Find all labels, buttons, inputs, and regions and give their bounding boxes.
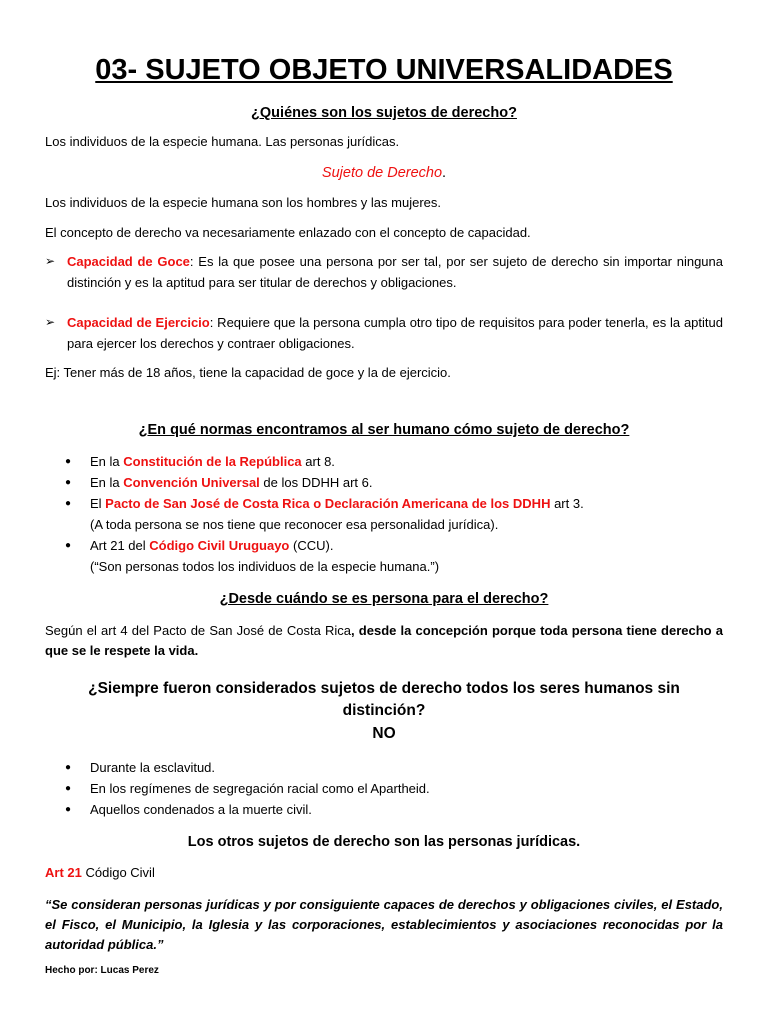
exceptions-list	[45, 757, 723, 820]
paragraph-individuals: Los individuos de la especie humana. Las personas jurídicas.	[45, 134, 400, 149]
paragraph-capacity-concept: El concepto de derecho va necesariamente enlazado con el concepto de capacidad.	[45, 225, 531, 240]
bullet-icon: ●	[65, 762, 72, 773]
list-item: ● En los regímenes de segregación racial como el Apartheid.	[45, 778, 723, 799]
list-item-capacidad-goce: ➢ Capacidad de Goce: Es la que posee una persona por ser tal, por ser sujeto de derecho sin importar ninguna distinción y es la aptitud para ser titular de derechos y obligaciones.	[45, 251, 723, 293]
list-item-capacidad-ejercicio: ➢ Capacidad de Ejercicio: Requiere que la persona cumpla otro tipo de requisitos para poder tenerla, es la aptitud para ejercer los derechos y contraer obligaciones.	[45, 312, 723, 354]
heading-norms: ¿En qué normas encontramos al ser humano cómo sujeto de derecho?	[138, 422, 630, 438]
document-page: 03- SUJETO OBJETO UNIVERSALIDADES ¿Quiénes son los sujetos de derecho? Los individuos de la especie humana. Las personas jurídicas. Sujeto de Derecho. Los individuos de la especie humana son los hombres y las mujeres. El concepto de derecho va necesariamente enlazado con el concepto de capacidad. ➢ Capacidad de Goce: Es la que posee una persona por ser tal, por ser sujeto de derecho sin importar ninguna distinción y es la aptitud para ser titular de derechos y obligaciones. ➢ Capacidad de Ejercicio: Requiere que la persona cumpla otro tipo de requisitos para poder tenerla, es la aptitud para ejercer los derechos y contraer obligaciones. Ej: Tener más de 18 años, tiene la capacidad de goce y la de ejercicio. ¿En qué normas encontramos al ser humano cómo sujeto de derecho? ● En la Constitución de la República art 8. ● En la Convención Universal de los DDHH art 6. ● El Pacto de San José de Costa Rica o Declaración Americana de los DDHH art 3. (A toda persona se nos tiene que reconocer esa personalidad jurídica). ● Art 21 del Código Civil Uruguayo (CCU). (“Son personas todos los individuos de la especie humana.”) ¿Desde cuándo se es persona para el derecho? Según el art 4 del Pacto de San José de Costa Rica, desde la concepción porque toda persona tiene derecho a que se le respete la vida. ¿Siempre fueron considerados sujetos de derecho todos los seres humanos sin distinción? NO ● Durante la esclavitud. ● En los regímenes de segregación racial como el Apartheid. ● Aquellos condenados a la muerte civil. Los otros sujetos de derecho son las personas jurídicas. Art 21 Código Civil “Se consideran personas jurídicas y por consiguiente capaces de derechos y obligaciones civiles, el Estado, el Fisco, el Municipio, la Iglesia y las corporaciones, establecimientos y asociaciones reconocidas por la autoridad pública.” Hecho por: Lucas Perez	[45, 54, 723, 976]
term-capacidad-ejercicio: Capacidad de Ejercicio	[67, 315, 210, 330]
norms-list	[45, 451, 723, 577]
bullet-icon: ●	[65, 498, 72, 509]
list-item: ● Aquellos condenados a la muerte civil.	[45, 799, 723, 820]
bullet-icon: ●	[65, 540, 72, 551]
paragraph-men-women: Los individuos de la especie humana son los hombres y las mujeres.	[45, 195, 441, 210]
arrow-bullet-icon: ➢	[45, 315, 56, 329]
legal-quote: “Se consideran personas jurídicas y por consiguiente capaces de derechos y obligaciones civiles, el Estado, el Fisco, el Municipio, la Iglesia y las corporaciones, establecimientos y asociaciones reconocidas por la autoridad pública.”	[45, 897, 723, 952]
arrow-bullet-icon: ➢	[45, 254, 56, 268]
page-title: 03- SUJETO OBJETO UNIVERSALIDADES	[95, 54, 673, 86]
heading-who-are-subjects: ¿Quiénes son los sujetos de derecho?	[251, 105, 517, 121]
list-item: ● Durante la esclavitud.	[45, 757, 723, 778]
bullet-icon: ●	[65, 456, 72, 467]
heading-always-considered: ¿Siempre fueron considerados sujetos de derecho todos los seres humanos sin distinción?	[88, 680, 680, 719]
answer-no: NO	[372, 725, 396, 742]
list-item: ● Art 21 del Código Civil Uruguayo (CCU). (“Son personas todos los individuos de la especie humana.”)	[45, 535, 723, 577]
term-capacidad-goce: Capacidad de Goce	[67, 254, 190, 269]
paragraph-since-conception: Según el art 4 del Pacto de San José de Costa Rica, desde la concepción porque toda persona tiene derecho a que se le respete la vida.	[45, 623, 723, 658]
paragraph-example: Ej: Tener más de 18 años, tiene la capacidad de goce y la de ejercicio.	[45, 365, 451, 380]
bullet-icon: ●	[65, 477, 72, 488]
code-reference: Art 21 Código Civil	[45, 865, 155, 880]
heading-since-when: ¿Desde cuándo se es persona para el derecho?	[219, 591, 549, 607]
list-item: ● En la Constitución de la República art 8.	[45, 451, 723, 472]
heading-legal-persons: Los otros sujetos de derecho son las personas jurídicas.	[187, 834, 581, 850]
bullet-icon: ●	[65, 783, 72, 794]
list-item: ● En la Convención Universal de los DDHH art 6.	[45, 472, 723, 493]
subheading-sujeto-de-derecho: Sujeto de Derecho	[321, 165, 443, 181]
list-item: ● El Pacto de San José de Costa Rica o Declaración Americana de los DDHH art 3. (A toda persona se nos tiene que reconocer esa personalidad jurídica).	[45, 493, 723, 535]
bullet-icon: ●	[65, 804, 72, 815]
author-credit: Hecho por: Lucas Perez	[45, 965, 159, 976]
